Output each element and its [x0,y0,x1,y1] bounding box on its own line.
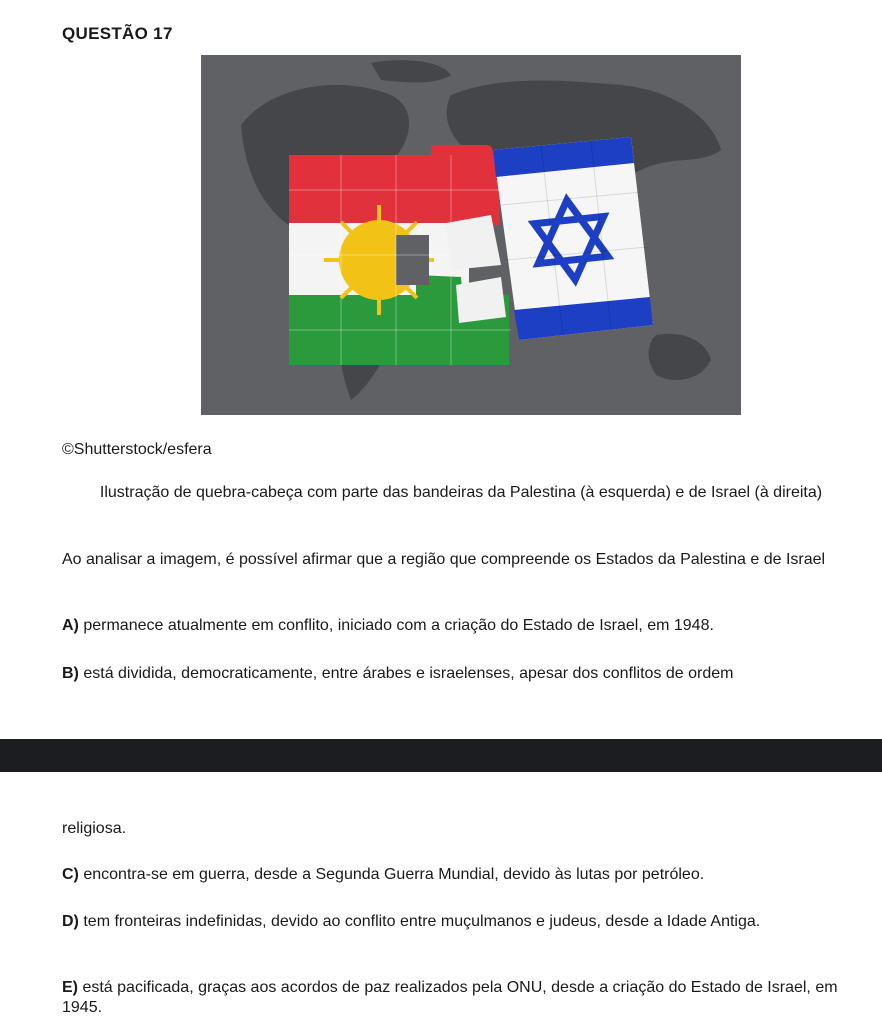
option-b[interactable] [62,664,877,684]
option-letter: B) [62,665,79,682]
puzzle-flags-image [201,55,741,415]
option-letter: A) [62,617,79,634]
option-c[interactable] [62,865,877,885]
page-divider-bar [0,739,882,772]
option-text: encontra-se em guerra, desde a Segunda Guerra Mundial, devido às lutas por petróleo. [83,866,705,883]
loose-white-piece [456,277,506,323]
right-flag-puzzle [493,137,653,340]
option-d[interactable] [62,912,877,932]
option-text: tem fronteiras indefinidas, devido ao conflito entre muçulmanos e judeus, desde a Idade Antiga. [83,913,761,930]
option-text: permanece atualmente em conflito, iniciado com a criação do Estado de Israel, em 1948. [83,617,714,634]
option-letter: C) [62,866,79,883]
image-credit: ©Shutterstock/esfera [62,441,212,458]
question-stem: Ao analisar a imagem, é possível afirmar que a região que compreende os Estados da Palestina e de Israel [62,551,826,568]
question-title: QUESTÃO 17 [62,24,173,43]
option-a[interactable] [62,616,877,636]
option-text: está dividida, democraticamente, entre árabes e israelenses, apesar dos conflitos de ordem [83,665,734,682]
option-e[interactable] [62,978,877,1018]
option-letter: E) [62,979,78,996]
option-letter: D) [62,913,79,930]
option-b-continuation: religiosa. [62,820,127,837]
option-text: está pacificada, graças aos acordos de paz realizados pela ONU, desde a criação do Estado de Israel, em 1945. [62,979,838,1016]
figure-caption: Ilustração de quebra-cabeça com parte das bandeiras da Palestina (à esquerda) e de Israel (à direita) [99,484,823,501]
